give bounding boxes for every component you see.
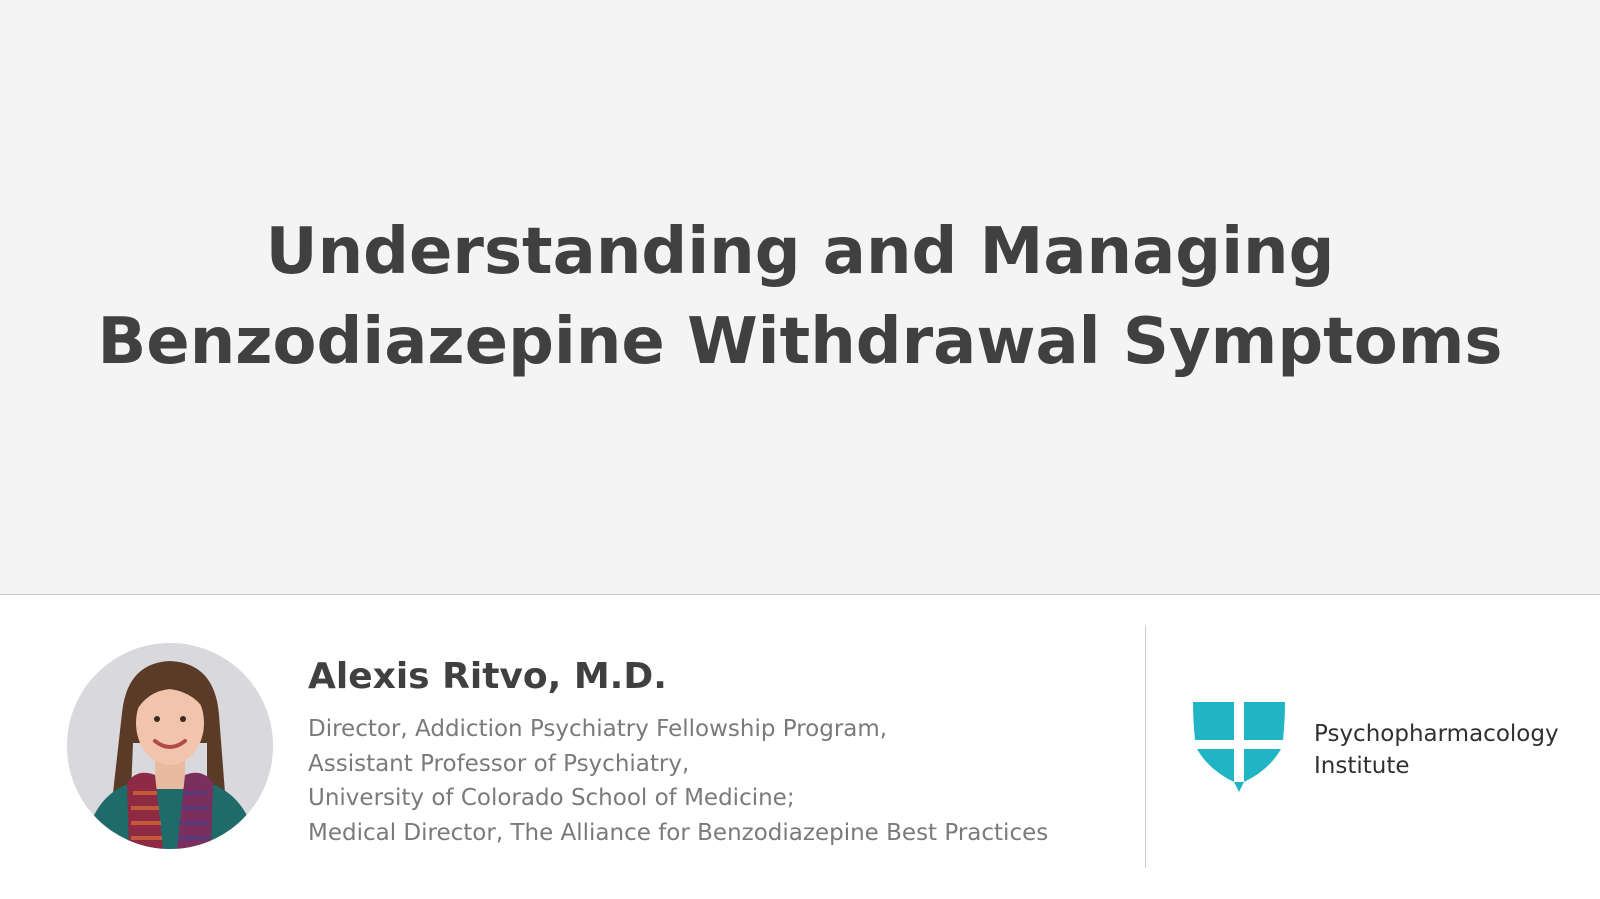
- presenter-affiliations: [308, 712, 1048, 850]
- slide-title-line-1: Understanding and Managing: [265, 215, 1335, 289]
- affiliation-line: Medical Director, The Alliance for Benzodiazepine Best Practices: [308, 819, 1049, 846]
- affiliation-line: Director, Addiction Psychiatry Fellowship Program,: [308, 716, 888, 742]
- slide-title-line-2: Benzodiazepine Withdrawal Symptoms: [97, 305, 1503, 379]
- logo-wordmark: [1314, 718, 1559, 782]
- affiliation-line: Assistant Professor of Psychiatry,: [308, 750, 690, 777]
- logo-text-line-1: Psychopharmacology: [1314, 721, 1559, 747]
- affiliation-line: University of Colorado School of Medicine;: [308, 785, 795, 811]
- shield-cross-icon: [1193, 702, 1285, 796]
- logo-text-line-2: Institute: [1314, 753, 1410, 779]
- vertical-divider: [1145, 626, 1146, 868]
- presenter-name: Alexis Ritvo, M.D.: [308, 656, 667, 697]
- slide-title: [98, 207, 1503, 387]
- presenter-photo: [67, 643, 273, 849]
